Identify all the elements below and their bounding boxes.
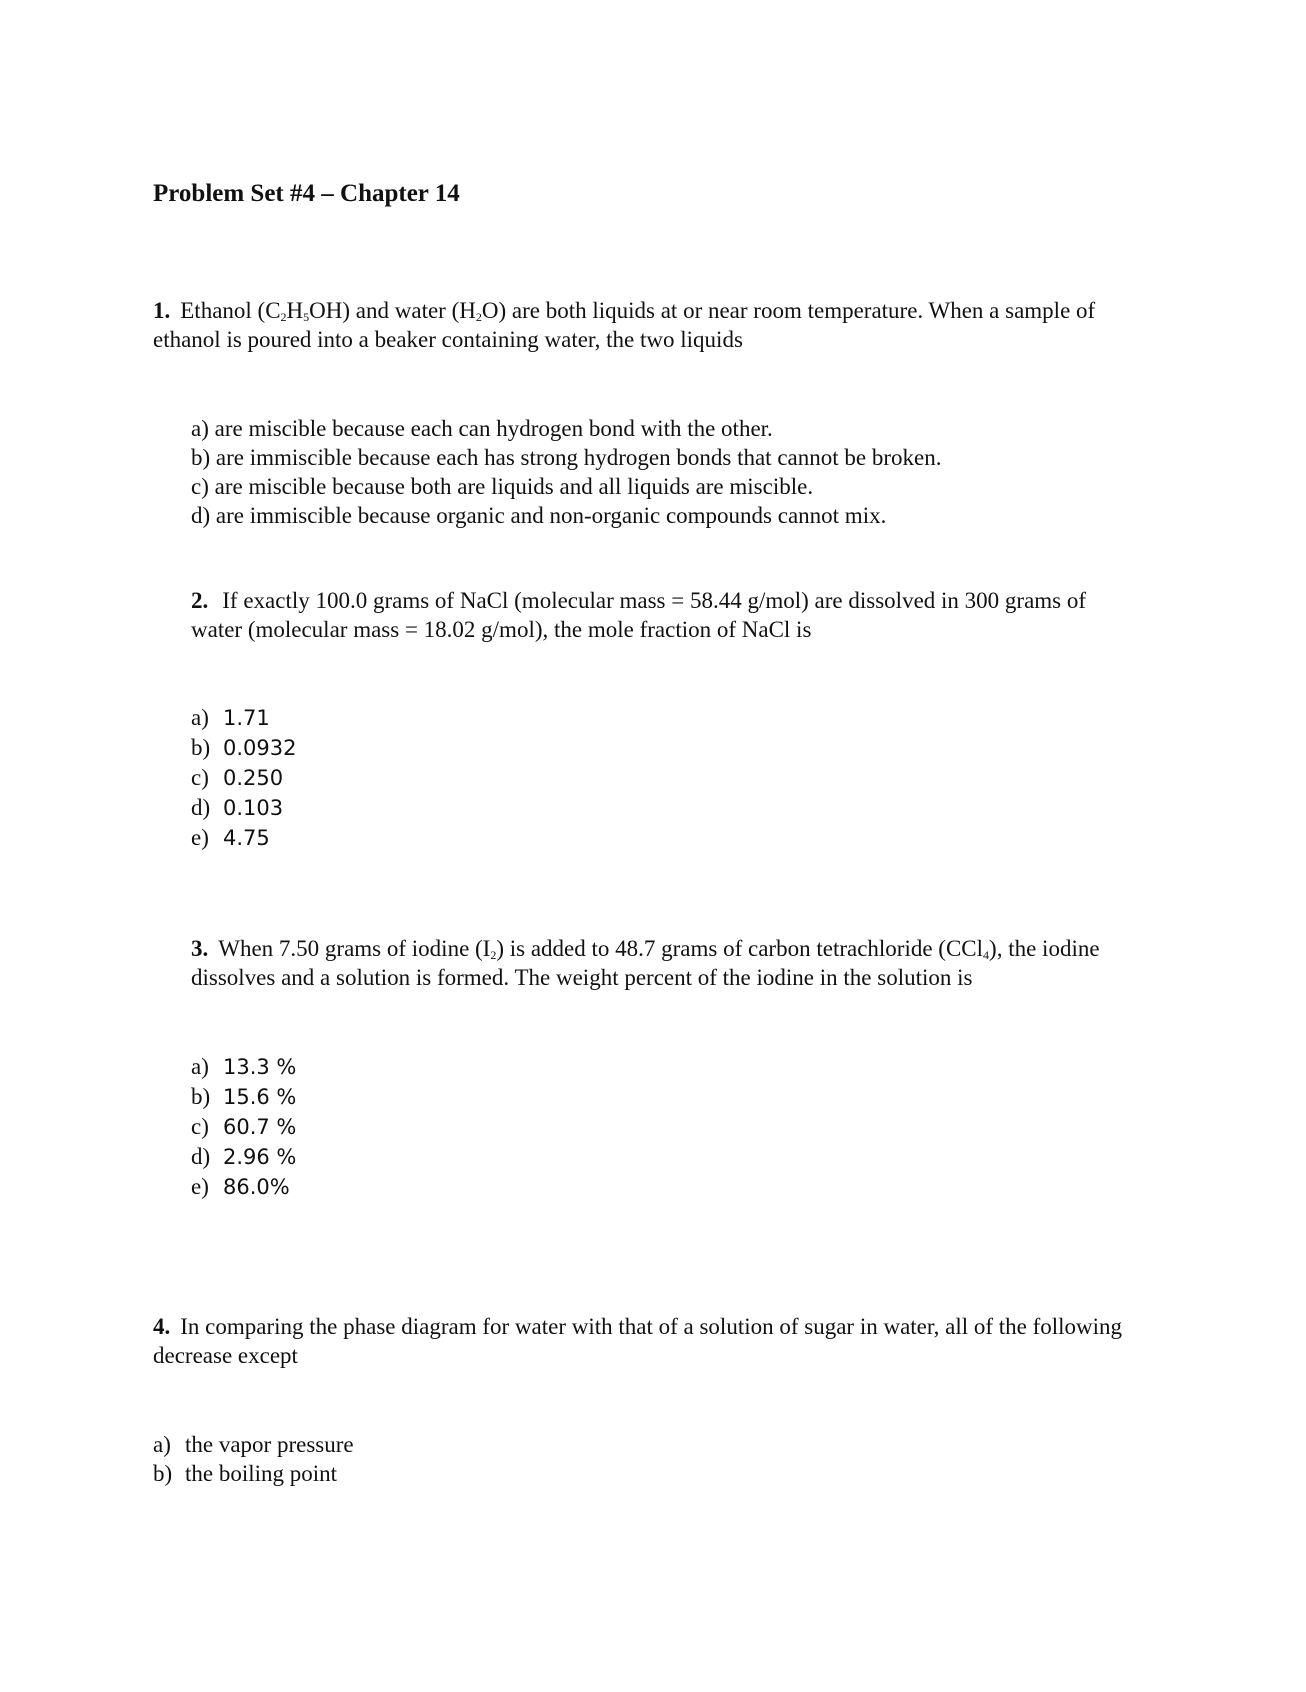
- option-a[interactable]: a) the vapor pressure: [153, 1432, 354, 1457]
- option-e[interactable]: e) 4.75: [191, 825, 270, 850]
- option-b[interactable]: b) the boiling point: [153, 1461, 338, 1486]
- question-3-options: [191, 1052, 296, 1202]
- question-1-options: [191, 414, 941, 530]
- option-a[interactable]: a) are miscible because each can hydrogen bond with the other.: [191, 416, 773, 441]
- option-b[interactable]: b) are immiscible because each has strong hydrogen bonds that cannot be broken.: [191, 445, 942, 470]
- question-4-options: [153, 1430, 354, 1488]
- option-d[interactable]: d) 2.96 %: [191, 1144, 297, 1169]
- question-4: 4. In comparing the phase diagram for water with that of a solution of sugar in water, all of the following decrease except: [153, 1314, 1123, 1368]
- question-2: 2. If exactly 100.0 grams of NaCl (molecular mass = 58.44 g/mol) are dissolved in 300 grams of water (molecular mass = 18.02 g/mol), the mole fraction of NaCl is: [191, 588, 1087, 642]
- question-number: 1.: [153, 298, 171, 323]
- option-c[interactable]: c) 0.250: [191, 765, 284, 790]
- option-c[interactable]: c) 60.7 %: [191, 1114, 297, 1139]
- question-number: 2.: [191, 588, 209, 613]
- question-1: 1. Ethanol $(C_2H_5OH)$ and water $(H_2O)$ are both liquids at or near room temperature. When a sample of ethanol is poured into a beaker containing water, the two liquids: [153, 298, 1096, 352]
- option-a[interactable]: a) 1.71: [191, 705, 270, 730]
- question-3: 3. When 7.50 grams of iodine $(I_2)$ is added to 48.7 grams of carbon tetrachloride (CCl$_4$), the iodine dissolves and a solution is formed. The weight percent of the iodine in the solution is: [191, 936, 1100, 990]
- question-2-options: [191, 703, 296, 853]
- option-b[interactable]: b) 0.0932: [191, 735, 297, 760]
- option-d[interactable]: d) 0.103: [191, 795, 284, 820]
- question-number: 3.: [191, 936, 209, 961]
- option-d[interactable]: d) are immiscible because organic and non-organic compounds cannot mix.: [191, 503, 887, 528]
- option-b[interactable]: b) 15.6 %: [191, 1084, 297, 1109]
- option-c[interactable]: c) are miscible because both are liquids and all liquids are miscible.: [191, 474, 814, 499]
- option-e[interactable]: e) 86.0%: [191, 1174, 290, 1199]
- question-number: 4.: [153, 1314, 171, 1339]
- option-a[interactable]: a) 13.3 %: [191, 1054, 297, 1079]
- page-title: Problem Set #4 – Chapter 14: [153, 180, 460, 207]
